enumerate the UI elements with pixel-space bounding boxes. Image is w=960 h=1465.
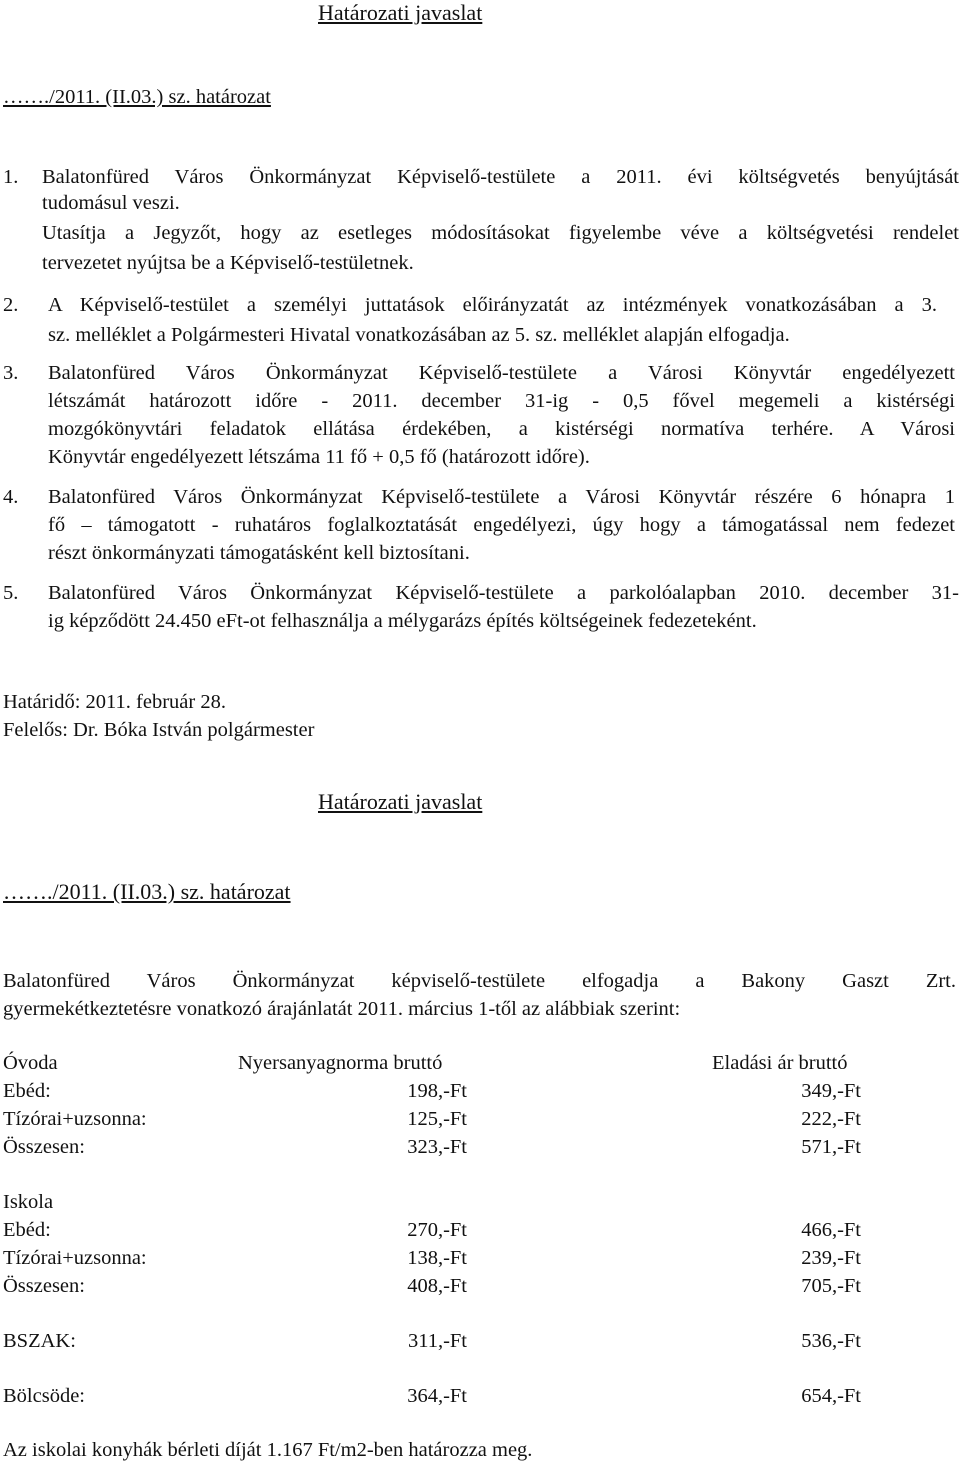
intro-text-line: Balatonfüred Város Önkormányzat képviselő-testülete elfogadja a Bakony Gaszt Zrt.	[3, 970, 956, 992]
table-header-sale-price: Eladási ár bruttó	[712, 1052, 848, 1074]
table-cell-raw: 311,-Ft	[407, 1330, 467, 1352]
resolution-number: ……./2011. (II.03.) sz. határozat	[3, 879, 291, 904]
page-title: Határozati javaslat	[318, 789, 483, 814]
responsible-person: Felelős: Dr. Bóka István polgármester	[3, 719, 315, 741]
item-text-line: Balatonfüred Város Önkormányzat Képviselő-testülete a 2011. évi költségvetés benyújtását	[42, 166, 959, 188]
item-text-line: Balatonfüred Város Önkormányzat Képviselő-testülete a Városi Könyvtár engedélyezett	[48, 362, 955, 384]
table-cell-price: 654,-Ft	[801, 1385, 861, 1407]
item-text-line: ig képződött 24.450 eFt-ot felhasználja a mélygarázs építés költségeinek fedezeteként.	[48, 610, 757, 632]
item-text-line: létszámát határozott időre - 2011. december 31-ig - 0,5 fővel megemeli a kistérségi	[48, 390, 955, 412]
item-number: 5.	[3, 582, 19, 604]
table-cell-price: 536,-Ft	[801, 1330, 861, 1352]
table-cell-price: 222,-Ft	[801, 1108, 861, 1130]
table-cell-label: Tízórai+uzsonna:	[3, 1247, 147, 1269]
table-cell-price: 239,-Ft	[801, 1247, 861, 1269]
intro-text-line: gyermekétkeztetésre vonatkozó árajánlatát 2011. március 1-től az alábbiak szerint:	[3, 998, 681, 1020]
resolution-number: ……./2011. (II.03.) sz. határozat	[3, 86, 271, 108]
table-cell-label: Tízórai+uzsonna:	[3, 1108, 147, 1130]
table-cell-raw: 270,-Ft	[407, 1219, 467, 1241]
table-cell-price: 705,-Ft	[801, 1275, 861, 1297]
table-header-ovoda: Óvoda	[3, 1052, 58, 1074]
page-title: Határozati javaslat	[318, 0, 483, 25]
footer-note: Az iskolai konyhák bérleti díját 1.167 Ft/m2-ben határozza meg.	[3, 1439, 533, 1461]
item-number: 1.	[3, 166, 19, 188]
item-number: 3.	[3, 362, 19, 384]
table-cell-raw: 125,-Ft	[407, 1108, 467, 1130]
table-cell-price: 466,-Ft	[801, 1219, 861, 1241]
table-cell-label: Összesen:	[3, 1275, 85, 1297]
item-text-line: fő – támogatott - ruhatáros foglalkoztatását engedélyezi, úgy hogy a támogatással nem fedezet	[48, 514, 955, 536]
item-text-line: Utasítja a Jegyzőt, hogy az esetleges módosításokat figyelembe véve a költségvetési rendelet	[42, 222, 959, 244]
item-number: 4.	[3, 486, 19, 508]
table-cell-raw: 138,-Ft	[407, 1247, 467, 1269]
table-cell-raw: 323,-Ft	[407, 1136, 467, 1158]
item-text-line: tudomásul veszi.	[42, 192, 180, 214]
table-cell-price: 571,-Ft	[801, 1136, 861, 1158]
table-cell-raw: 198,-Ft	[407, 1080, 467, 1102]
table-cell-price: 349,-Ft	[801, 1080, 861, 1102]
table-header-raw-material: Nyersanyagnorma bruttó	[238, 1052, 443, 1074]
table-cell-label: Bölcsöde:	[3, 1385, 85, 1407]
table-cell-label: Összesen:	[3, 1136, 85, 1158]
item-text-line: A Képviselő-testület a személyi juttatások előirányzatát az intézmények vonatkozásában a 3.	[48, 294, 937, 316]
table-cell-raw: 408,-Ft	[407, 1275, 467, 1297]
table-section-iskola: Iskola	[3, 1191, 54, 1213]
table-cell-label: Ebéd:	[3, 1219, 51, 1241]
item-text-line: Balatonfüred Város Önkormányzat Képviselő-testülete a parkolóalapban 2010. december 31-	[48, 582, 959, 604]
deadline: Határidő: 2011. február 28.	[3, 691, 226, 713]
table-cell-label: Ebéd:	[3, 1080, 51, 1102]
item-text-line: Könyvtár engedélyezett létszáma 11 fő + 0,5 fő (határozott időre).	[48, 446, 590, 468]
item-text-line: tervezetet nyújtsa be a Képviselő-testületnek.	[42, 252, 414, 274]
item-text-line: mozgókönyvtári feladatok ellátása érdekében, a kistérségi normatíva terhére. A Városi	[48, 418, 955, 440]
item-number: 2.	[3, 294, 19, 316]
table-cell-label: BSZAK:	[3, 1330, 76, 1352]
item-text-line: részt önkormányzati támogatásként kell biztosítani.	[48, 542, 470, 564]
item-text-line: sz. melléklet a Polgármesteri Hivatal vonatkozásában az 5. sz. melléklet alapján elfogadja.	[48, 324, 790, 346]
table-cell-raw: 364,-Ft	[407, 1385, 467, 1407]
item-text-line: Balatonfüred Város Önkormányzat Képviselő-testülete a Városi Könyvtár részére 6 hónapra 1	[48, 486, 955, 508]
